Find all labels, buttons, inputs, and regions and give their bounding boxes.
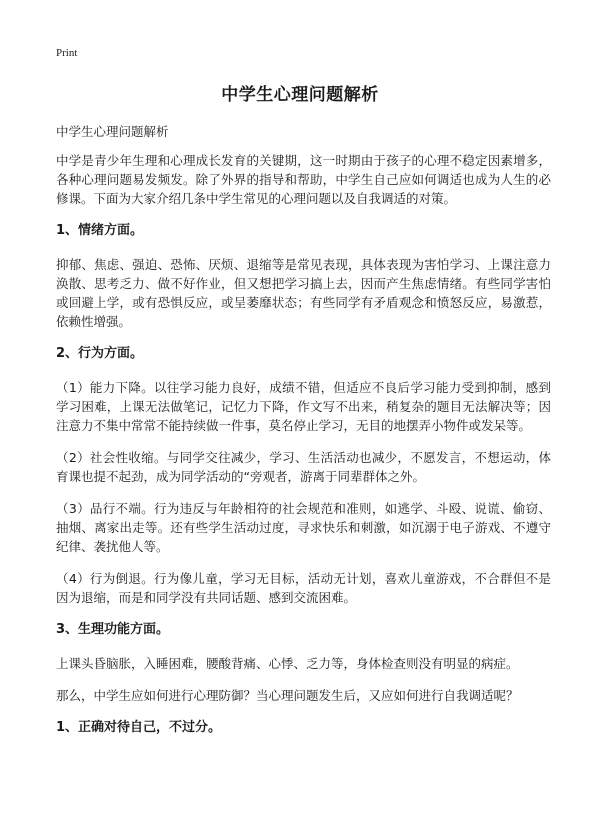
section-heading-physiology: 3、生理功能方面。 [56, 622, 170, 637]
print-link[interactable]: Print [56, 47, 78, 59]
behavior-item: （4）行为倒退。行为像儿童，学习无目标，活动无计划，喜欢儿童游戏，不合群但不是因为退缩，而是和同学没有共同话题、感到交流困难。 [56, 571, 551, 605]
section-heading-self: 1、正确对待自己，不过分。 [56, 720, 222, 735]
behavior-item: （1）能力下降。以往学习能力良好，成绩不错，但适应不良后学习能力受到抑制，感到学习困难，上课无法做笔记，记忆力下降，作文写不出来，稍复杂的题目无法解决等；因注意力不集中常常不能持续做一件事，莫名停止学习，无目的地摆弄小物件或发呆等。 [56, 380, 551, 433]
article-subtitle: 中学生心理问题解析 [56, 124, 169, 139]
section-heading-behavior: 2、行为方面。 [56, 346, 144, 361]
physiology-paragraph: 上课头昏脑胀，入睡困难，腰酸背痛、心悸、乏力等，身体检查则没有明显的病症。 [56, 656, 519, 671]
behavior-item: （2）社会性收缩。与同学交往减少，学习、生活活动也减少，不愿发言，不想运动，体育课也提不起劲，成为同学活动的“旁观者，游离于同辈群体之外。 [56, 450, 551, 484]
page-title: 中学生心理问题解析 [221, 85, 379, 105]
emotion-paragraph: 抑郁、焦虑、强迫、恐怖、厌烦、退缩等是常见表现，具体表现为害怕学习、上课注意力涣散、思考乏力、做不好作业，但又想把学习搞上去，因而产生焦虑情绪。有些同学害怕或回避上学，或有恐惧反应，或呈萎靡状态；有些同学有矛盾观念和愤怒反应，易激惹，依赖性增强。 [56, 257, 551, 329]
question-paragraph: 那么，中学生应如何进行心理防御？当心理问题发生后，又应如何进行自我调适呢？ [56, 688, 519, 703]
section-heading-emotion: 1、情绪方面。 [56, 223, 144, 238]
behavior-item: （3）品行不端。行为违反与年龄相符的社会规范和准则，如逃学、斗殴、说谎、偷窃、抽烟、离家出走等。还有些学生活动过度，寻求快乐和刺激，如沉溺于电子游戏、不遵守纪律、袭扰他人等。 [56, 501, 551, 554]
intro-paragraph: 中学是青少年生理和心理成长发育的关键期，这一时期由于孩子的心理不稳定因素增多，各种心理问题易发频发。除了外界的指导和帮助，中学生自己应如何调适也成为人生的必修课。下面为大家介绍几条中学生常见的心理问题以及自我调适的对策。 [56, 153, 551, 206]
article-body [56, 122, 551, 752]
